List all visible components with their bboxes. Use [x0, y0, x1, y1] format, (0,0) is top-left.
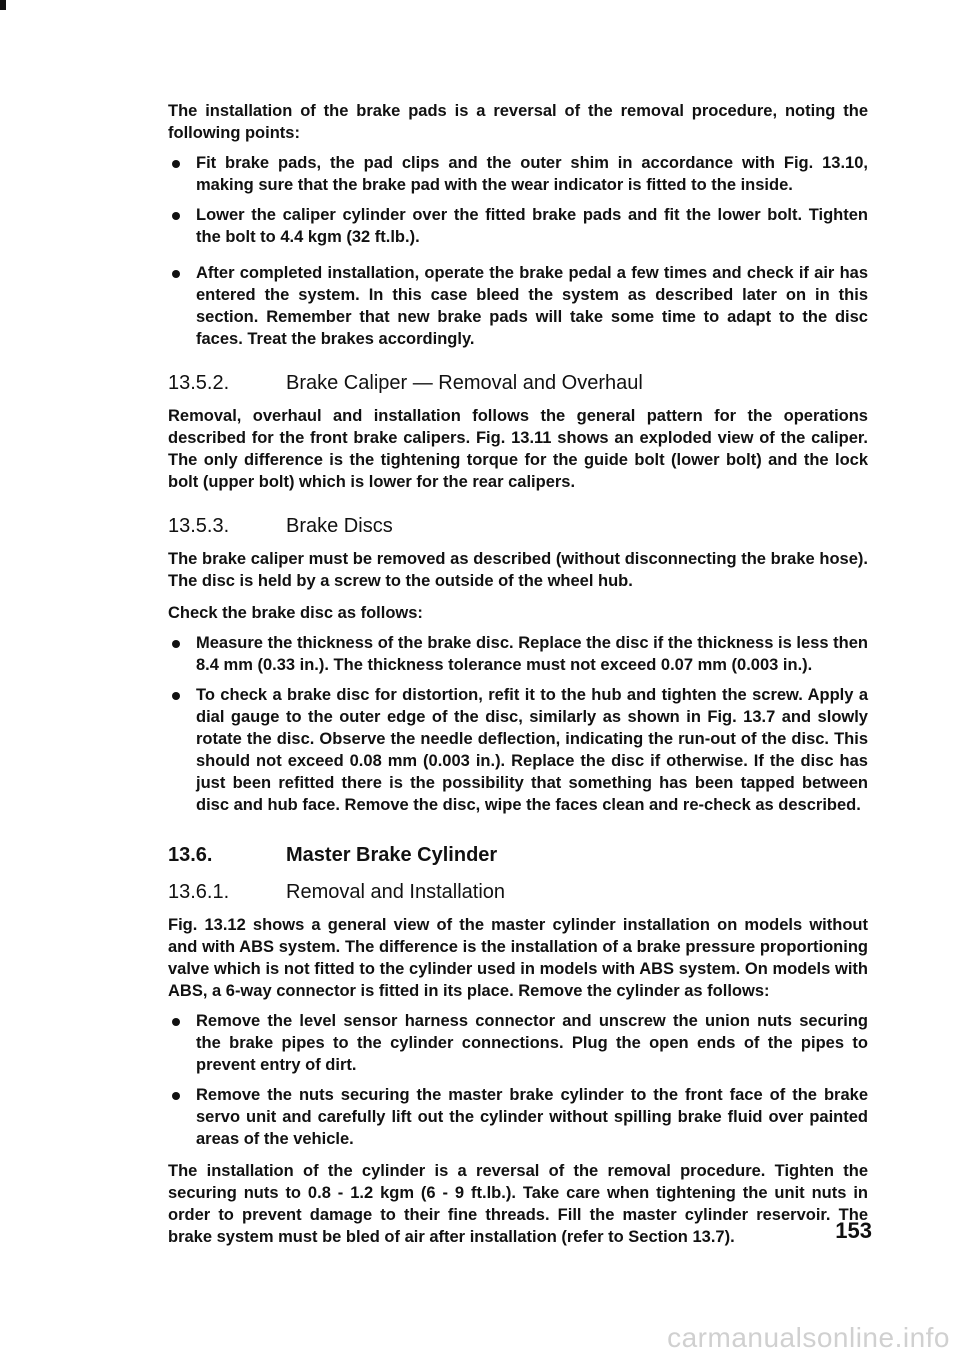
master-cylinder-paragraph: Fig. 13.12 shows a general view of the master cylinder installation on models without and with ABS system. The difference is the installation of a brake pressure proportioning valve which is not fitted to the cylinder used in models with ABS system. On models with ABS, a 6-way connector is fitted in its place. Remove the cylinder as follows:	[168, 916, 868, 1000]
page-number: 153	[835, 1218, 872, 1243]
caliper-paragraph: Removal, overhaul and installation follows the general pattern for the operations described for the front brake calipers. Fig. 13.11 shows an exploded view of the caliper. The only difference is the tightening torque for the guide bolt (lower bolt) and the lock bolt (upper bolt) which is lower for the rear calipers.	[168, 407, 868, 491]
bullet-icon	[172, 270, 180, 278]
bullet-icon	[172, 692, 180, 700]
section-title: Brake Caliper — Removal and Overhaul	[286, 372, 643, 394]
pad-installation-list	[168, 152, 868, 350]
section-heading-13-5-3	[168, 515, 868, 538]
section-heading-13-6-1	[168, 881, 868, 904]
disc-paragraph: The brake caliper must be removed as described (without disconnecting the brake hose). The disc is held by a screw to the outside of the wheel hub.	[168, 550, 868, 590]
master-cylinder-removal-list	[168, 1010, 868, 1150]
page-corner-mark	[0, 0, 6, 10]
bullet-icon	[172, 212, 180, 220]
intro-paragraph: The installation of the brake pads is a reversal of the removal procedure, noting the following points:	[168, 102, 868, 142]
disc-check-intro: Check the brake disc as follows:	[168, 604, 423, 622]
list-item: Measure the thickness of the brake disc. Replace the disc if the thickness is less then 8.4 mm (0.33 in.). The thickness tolerance must not exceed 0.07 mm (0.003 in.).	[168, 632, 868, 676]
list-item: To check a brake disc for distortion, refit it to the hub and tighten the screw. Apply a dial gauge to the outer edge of the disc, similarly as shown in Fig. 13.7 and slowly rotate the disc. Observe the needle deflection, indicating the run-out of the disc. This should not exceed 0.08 mm (0.003 in.). Replace the disc if otherwise. If the disc has just been refitted there is the possibility that something has been tapped between disc and hub face. Remove the disc, wipe the faces clean and re-check as described.	[168, 684, 868, 816]
section-number: 13.6.1.	[168, 881, 230, 903]
section-number: 13.6.	[168, 844, 213, 866]
section-heading-13-5-2	[168, 372, 868, 395]
list-item: Lower the caliper cylinder over the fitted brake pads and fit the lower bolt. Tighten the bolt to 4.4 kgm (32 ft.lb.).	[168, 204, 868, 248]
section-number: 13.5.2.	[168, 372, 230, 394]
section-title: Removal and Installation	[286, 881, 506, 903]
list-item: Remove the level sensor harness connector and unscrew the union nuts securing the brake pipes to the cylinder connections. Plug the open ends of the pipes to prevent entry of dirt.	[168, 1010, 868, 1076]
watermark: carmanualsonline.info	[667, 1322, 950, 1353]
section-title: Brake Discs	[286, 515, 393, 537]
bullet-icon	[172, 640, 180, 648]
section-number: 13.5.3.	[168, 515, 230, 537]
bullet-icon	[172, 160, 180, 168]
list-item: Fit brake pads, the pad clips and the outer shim in accordance with Fig. 13.10, making sure that the brake pad with the wear indicator is fitted to the inside.	[168, 152, 868, 196]
manual-page	[168, 100, 868, 1248]
installation-paragraph: The installation of the cylinder is a reversal of the removal procedure. Tighten the securing nuts to 0.8 - 1.2 kgm (6 - 9 ft.lb.). Take care when tightening the unit nuts in order to prevent damage to their fine threads. Fill the master cylinder reservoir. The brake system must be bled of air after installation (refer to Section 13.7).	[168, 1162, 868, 1246]
section-title: Master Brake Cylinder	[286, 844, 498, 866]
list-item: After completed installation, operate the brake pedal a few times and check if air has entered the system. In this case bleed the system as described later on in this section. Remember that new brake pads will take some time to adapt to the disc faces. Treat the brakes accordingly.	[168, 262, 868, 350]
bullet-icon	[172, 1018, 180, 1026]
section-heading-13-6	[168, 844, 868, 867]
list-item: Remove the nuts securing the master brake cylinder to the front face of the brake servo unit and carefully lift out the cylinder without spilling brake fluid over painted areas of the vehicle.	[168, 1084, 868, 1150]
disc-check-list	[168, 632, 868, 816]
bullet-icon	[172, 1092, 180, 1100]
